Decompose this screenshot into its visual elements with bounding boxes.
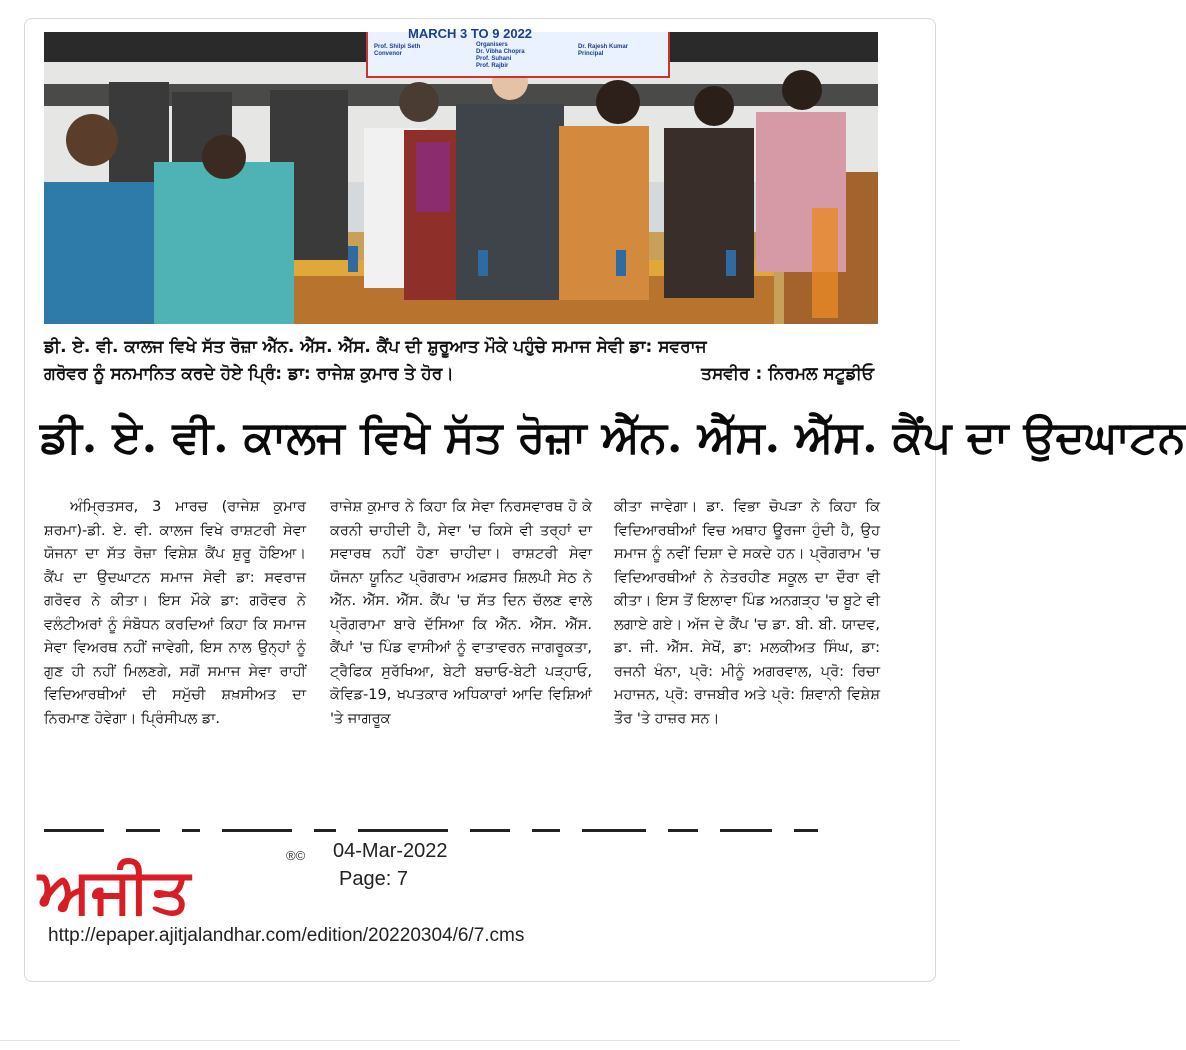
event-banner — [366, 26, 670, 78]
page-divider — [0, 1040, 960, 1041]
banner-convenor-name: Prof. Shilpi Seth — [374, 44, 421, 50]
banner-organisers: Organisers — [476, 42, 508, 48]
photo-caption — [44, 334, 880, 388]
ajit-logo — [38, 852, 286, 927]
banner-convenor-role: Convenor — [374, 51, 403, 57]
photo-credit: ਤਸਵੀਰ : ਨਿਰਮਲ ਸਟੂਡੀਓ — [701, 364, 874, 384]
logo-registered-marks: ®© — [286, 848, 306, 863]
edition-date: 04-Mar-2022 — [333, 840, 448, 862]
edition-page: Page: 7 — [339, 868, 408, 890]
article-headline: ਡੀ. ਏ. ਵੀ. ਕਾਲਜ ਵਿਖੇ ਸੱਤ ਰੋਜ਼ਾ ਐੱਨ. ਐੱਸ. ਐੱਸ. ਕੈਂਪ ਦਾ ਉਦਘਾਟਨ — [40, 412, 1186, 463]
banner-organiser-1: Dr. Vibha Chopra — [476, 49, 525, 55]
banner-organiser-3: Prof. Rajbir — [476, 63, 509, 69]
banner-principal-name: Dr. Rajesh Kumar — [578, 44, 629, 50]
banner-principal-role: Principal — [578, 51, 604, 57]
caption-line-2: ਗਰੋਵਰ ਨੂੰ ਸਨਮਾਨਿਤ ਕਰਦੇ ਹੋਏ ਪ੍ਰਿੰ: ਡਾ: ਰਾਜੇਸ਼ ਕੁਮਾਰ ਤੇ ਹੋਰ। — [44, 364, 454, 384]
clipping-cut-edge — [44, 826, 880, 834]
article-column-2: ਰਾਜੇਸ਼ ਕੁਮਾਰ ਨੇ ਕਿਹਾ ਕਿ ਸੇਵਾ ਨਿਰਸਵਾਰਥ ਹੋ ਕੇ ਕਰਨੀ ਚਾਹੀਦੀ ਹੈ, ਸੇਵਾ 'ਚ ਕਿਸੇ ਵੀ ਤਰ੍ਹਾਂ ਦਾ ਸਵਾਰਥ ਨਹੀਂ ਹੋਣਾ ਚਾਹੀਦਾ। ਰਾਸ਼ਟਰੀ ਸੇਵਾ ਯੋਜਨਾ ਯੂਨਿਟ ਪ੍ਰੋਗਰਾਮ ਅਫ਼ਸਰ ਸ਼ਿਲਪੀ ਸੇਠ ਨੇ ਐੱਨ. ਐੱਸ. ਐੱਸ. ਕੈਂਪ 'ਚ ਸੱਤ ਦਿਨ ਚੱਲਣ ਵਾਲੇ ਪ੍ਰੋਗਰਾਮਾ ਬਾਰੇ ਦੱਸਿਆ ਕਿ ਐੱਨ. ਐੱਸ. ਐੱਸ. ਕੈਂਪਾਂ 'ਚ ਪਿੰਡ ਵਾਸੀਆਂ ਨੂੰ ਵਾਤਾਵਰਨ ਜਾਗਰੂਕਤਾ, ਟ੍ਰੈਫਿਕ ਸੁਰੱਖਿਆ, ਬੇਟੀ ਬਚਾਓ-ਬੇਟੀ ਪੜ੍ਹਾਓ, ਕੋਵਿਡ-19, ਖਪਤਕਾਰ ਅਧਿਕਾਰਾਂ ਆਦਿ ਵਿਸ਼ਿਆਂ 'ਤੇ ਜਾਗਰੂਕ — [330, 499, 592, 727]
banner-heading: MARCH 3 TO 9 2022 — [408, 26, 533, 41]
edition-url[interactable]: http://epaper.ajitjalandhar.com/edition/20220304/6/7.cms — [48, 925, 525, 946]
logo-text: ਅਜੀਤ — [38, 854, 191, 927]
article-column-1: ਅੰਮ੍ਰਿਤਸਰ, 3 ਮਾਰਚ (ਰਾਜੇਸ਼ ਕੁਮਾਰ ਸ਼ਰਮਾ)-ਡੀ. ਏ. ਵੀ. ਕਾਲਜ ਵਿਖੇ ਰਾਸ਼ਟਰੀ ਸੇਵਾ ਯੋਜਨਾ ਦਾ ਸੱਤ ਰੋਜ਼ਾ ਵਿਸ਼ੇਸ਼ ਕੈਂਪ ਸ਼ੁਰੂ ਹੋਇਆ। ਕੈਂਪ ਦਾ ਉਦਘਾਟਨ ਸਮਾਜ ਸੇਵੀ ਡਾ: ਸਵਰਾਜ ਗਰੋਵਰ ਨੇ ਕੀਤਾ। ਇਸ ਮੌਕੇ ਡਾ: ਗਰੋਵਰ ਨੇ ਵਲੰਟੀਅਰਾਂ ਨੂੰ ਸੰਬੋਧਨ ਕਰਦਿਆਂ ਕਿਹਾ ਕਿ ਸਮਾਜ ਸੇਵਾ ਵਿਅਰਥ ਨਹੀਂ ਜਾਵੇਗੀ, ਇਸ ਨਾਲ ਉਨ੍ਹਾਂ ਨੂੰ ਗੁਣ ਹੀ ਨਹੀਂ ਮਿਲਣਗੇ, ਸਗੋਂ ਸਮਾਜ ਸੇਵਾ ਰਾਹੀਂ ਵਿਦਿਆਰਥੀਆਂ ਦੀ ਸਮੁੱਚੀ ਸ਼ਖ਼ਸੀਅਤ ਦਾ ਨਿਰਮਾਣ ਹੋਵੇਗਾ। ਪ੍ਰਿੰਸੀਪਲ ਡਾ. — [44, 499, 306, 727]
caption-line-1: ਡੀ. ਏ. ਵੀ. ਕਾਲਜ ਵਿਖੇ ਸੱਤ ਰੋਜ਼ਾ ਐੱਨ. ਐੱਸ. ਐੱਸ. ਕੈਂਪ ਦੀ ਸ਼ੁਰੂਆਤ ਮੌਕੇ ਪਹੁੰਚੇ ਸਮਾਜ ਸੇਵੀ ਡਾ: ਸਵਰਾਜ — [44, 337, 707, 357]
banner-organiser-2: Prof. Suhani — [476, 56, 512, 62]
article-column-3: ਕੀਤਾ ਜਾਵੇਗਾ। ਡਾ. ਵਿਭਾ ਚੋਪੜਾ ਨੇ ਕਿਹਾ ਕਿ ਵਿਦਿਆਰਥੀਆਂ ਵਿਚ ਅਥਾਹ ਊਰਜਾ ਹੁੰਦੀ ਹੈ, ਉਹ ਸਮਾਜ ਨੂੰ ਨਵੀਂ ਦਿਸ਼ਾ ਦੇ ਸਕਦੇ ਹਨ। ਪ੍ਰੋਗਰਾਮ 'ਚ ਵਿਦਿਆਰਥੀਆਂ ਨੇ ਨੇਤਰਹੀਣ ਸਕੂਲ ਦਾ ਦੌਰਾ ਵੀ ਕੀਤਾ। ਇਸ ਤੋਂ ਇਲਾਵਾ ਪਿੰਡ ਅਨਗੜ੍ਹ 'ਚ ਬੂਟੇ ਵੀ ਲਗਾਏ ਗਏ। ਅੱਜ ਦੇ ਕੈਂਪ 'ਚ ਡਾ. ਬੀ. ਬੀ. ਯਾਦਵ, ਡਾ. ਜੀ. ਐੱਸ. ਸੇਖੋਂ, ਡਾ: ਮਲਕੀਅਤ ਸਿੰਘ, ਡਾ: ਰਜਨੀ ਖੰਨਾ, ਪ੍ਰੋ: ਮੀਨੂੰ ਅਗਰਵਾਲ, ਪ੍ਰੋ: ਰਿਚਾ ਮਹਾਜਨ, ਪ੍ਰੋ: ਰਾਜਬੀਰ ਅਤੇ ਪ੍ਰੋ: ਸ਼ਿਵਾਨੀ ਵਿਸ਼ੇਸ਼ ਤੌਰ 'ਤੇ ਹਾਜ਼ਰ ਸਨ। — [614, 499, 880, 727]
